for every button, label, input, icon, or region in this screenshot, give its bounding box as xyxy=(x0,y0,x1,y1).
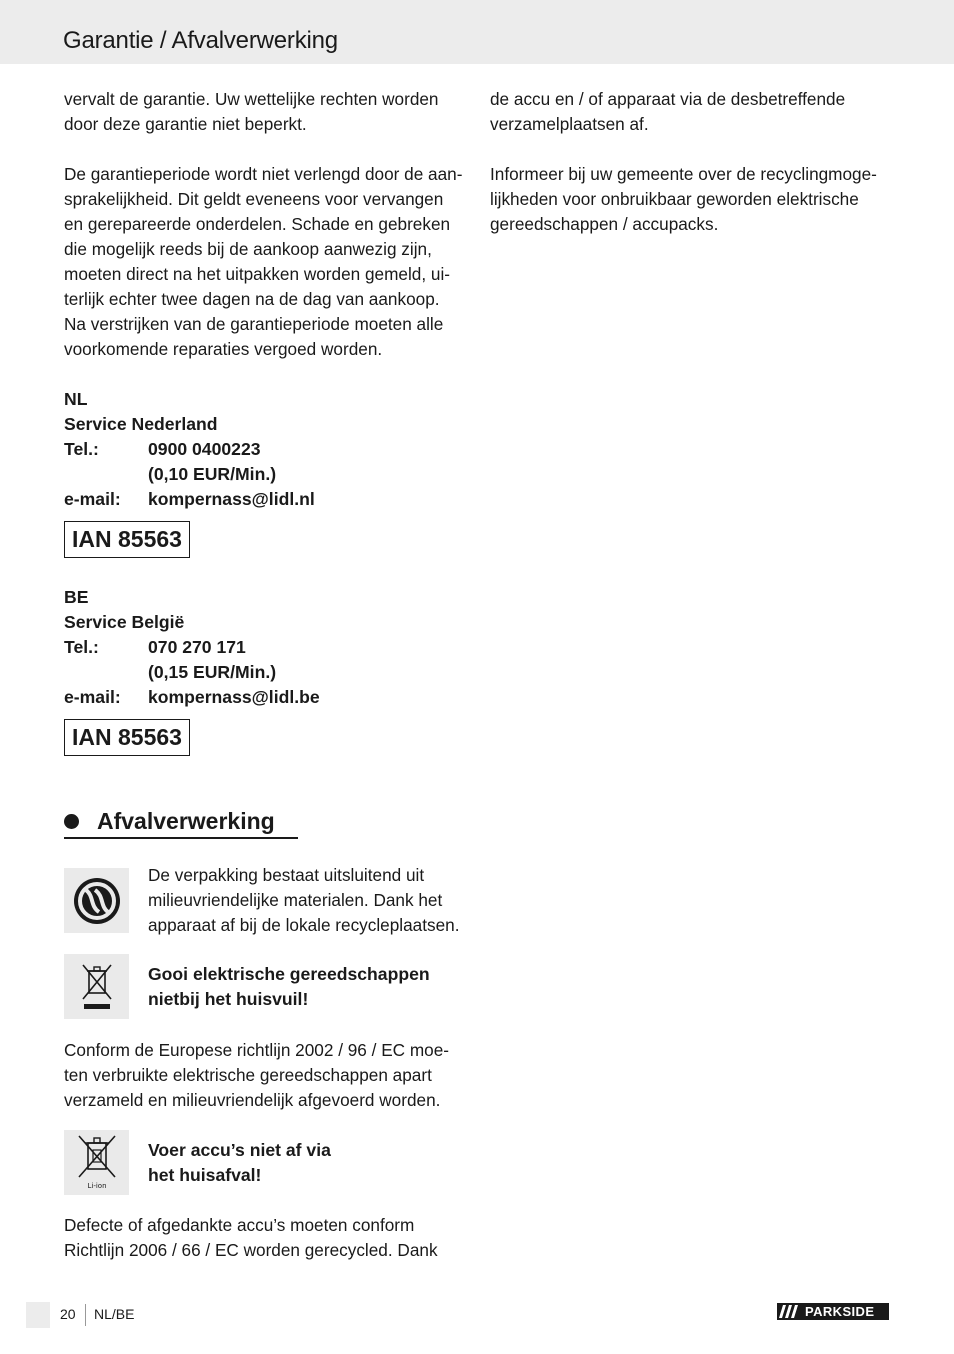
page-number: 20 xyxy=(60,1306,76,1322)
text-line: terlijk echter twee dagen na de dag van aankoop. xyxy=(64,289,440,309)
warranty-para-2 xyxy=(64,162,464,362)
right-para-2 xyxy=(490,162,890,237)
tel-rate: (0,10 EUR/Min.) xyxy=(148,464,277,484)
email-label: e-mail: xyxy=(64,489,121,509)
weee-row xyxy=(64,954,430,1019)
email-label: e-mail: xyxy=(64,687,121,707)
warranty-para-1 xyxy=(64,87,464,137)
crossed-bin-icon xyxy=(64,954,129,1019)
battery-warning xyxy=(148,1138,331,1195)
service-nl xyxy=(64,387,464,558)
text-line: gereedschappen / accupacks. xyxy=(490,214,719,234)
packaging-row xyxy=(64,865,460,938)
service-name: Service Nederland xyxy=(64,414,218,434)
tel-label: Tel.: xyxy=(64,637,99,657)
right-para-1 xyxy=(490,87,890,137)
page-title: Garantie / Afvalverwerking xyxy=(63,27,338,54)
text-line: Gooi elektrische gereedschappen xyxy=(148,964,430,984)
text-line: Voer accu’s niet af via xyxy=(148,1140,331,1160)
text-line: Richtlijn 2006 / 66 / EC worden gerecycled. Dank xyxy=(64,1240,438,1260)
service-tel-row xyxy=(64,635,464,660)
battery-para xyxy=(64,1213,464,1263)
weee-warning xyxy=(148,962,430,1019)
text-line: moeten direct na het uitpakken worden gemeld, ui- xyxy=(64,264,450,284)
battery-row xyxy=(64,1130,331,1195)
text-line: Informeer bij uw gemeente over de recyclingmoge- xyxy=(490,164,877,184)
text-line: Defecte of afgedankte accu’s moeten conform xyxy=(64,1215,415,1235)
li-ion-label: Li-ion xyxy=(86,1181,107,1190)
email-address: kompernass@lidl.nl xyxy=(148,489,315,509)
text-line: vervalt de garantie. Uw wettelijke rechten worden xyxy=(64,89,439,109)
tel-label: Tel.: xyxy=(64,439,99,459)
text-line: de accu en / of apparaat via de desbetreffende xyxy=(490,89,846,109)
text-line: die mogelijk reeds bij de aankoop aanwezig zijn, xyxy=(64,239,432,259)
text-line: verzameld en milieuvriendelijk afgevoerd worden. xyxy=(64,1090,441,1110)
text-line: nietbij het huisvuil! xyxy=(148,989,309,1009)
text-line: door deze garantie niet beperkt. xyxy=(64,114,307,134)
brand-stripes-icon xyxy=(777,1303,805,1320)
text-line: Na verstrijken van de garantieperiode moeten alle xyxy=(64,314,444,334)
right-column xyxy=(490,87,890,262)
packaging-text xyxy=(148,863,459,938)
footer-marker xyxy=(26,1302,50,1328)
tel-rate: (0,15 EUR/Min.) xyxy=(148,662,277,682)
ian-box: IAN 85563 xyxy=(64,521,190,558)
service-tel-row xyxy=(64,437,464,462)
bullet-icon xyxy=(64,814,79,829)
service-rate-row xyxy=(64,462,464,487)
service-country: BE xyxy=(64,587,89,607)
text-line: sprakelijkheid. Dit geldt eveneens voor vervangen xyxy=(64,189,444,209)
service-name: Service België xyxy=(64,612,185,632)
left-column xyxy=(64,87,464,756)
text-line: verzamelplaatsen af. xyxy=(490,114,649,134)
tel-number: 0900 0400223 xyxy=(148,439,261,459)
text-line: ten verbruikte elektrische gereedschappen apart xyxy=(64,1065,432,1085)
text-line: lijkheden voor onbruikbaar geworden elektrische xyxy=(490,189,859,209)
service-be xyxy=(64,585,464,756)
service-country: NL xyxy=(64,389,88,409)
text-line: voorkomende reparaties vergoed worden. xyxy=(64,339,383,359)
text-line: De garantieperiode wordt niet verlengd door de aan- xyxy=(64,164,463,184)
email-address: kompernass@lidl.be xyxy=(148,687,320,707)
text-line: apparaat af bij de lokale recycleplaatsen. xyxy=(148,915,460,935)
section-heading xyxy=(64,808,298,839)
footer-language: NL/BE xyxy=(94,1306,135,1322)
section-title: Afvalverwerking xyxy=(97,808,275,834)
crossed-bin-li-ion-icon xyxy=(64,1130,129,1195)
text-line: milieuvriendelijke materialen. Dank het xyxy=(148,890,443,910)
service-email-row xyxy=(64,487,464,512)
directive-para xyxy=(64,1038,464,1113)
green-dot-recycle-icon xyxy=(64,868,129,933)
service-rate-row xyxy=(64,660,464,685)
brand-logo xyxy=(777,1303,889,1320)
brand-name: PARKSIDE xyxy=(805,1304,875,1319)
tel-number: 070 270 171 xyxy=(148,637,246,657)
footer-divider xyxy=(85,1304,86,1326)
ian-box: IAN 85563 xyxy=(64,719,190,756)
service-email-row xyxy=(64,685,464,710)
text-line: het huisafval! xyxy=(148,1165,262,1185)
text-line: De verpakking bestaat uitsluitend uit xyxy=(148,865,425,885)
text-line: en gerepareerde onderdelen. Schade en gebreken xyxy=(64,214,451,234)
text-line: Conform de Europese richtlijn 2002 / 96 / EC moe- xyxy=(64,1040,449,1060)
